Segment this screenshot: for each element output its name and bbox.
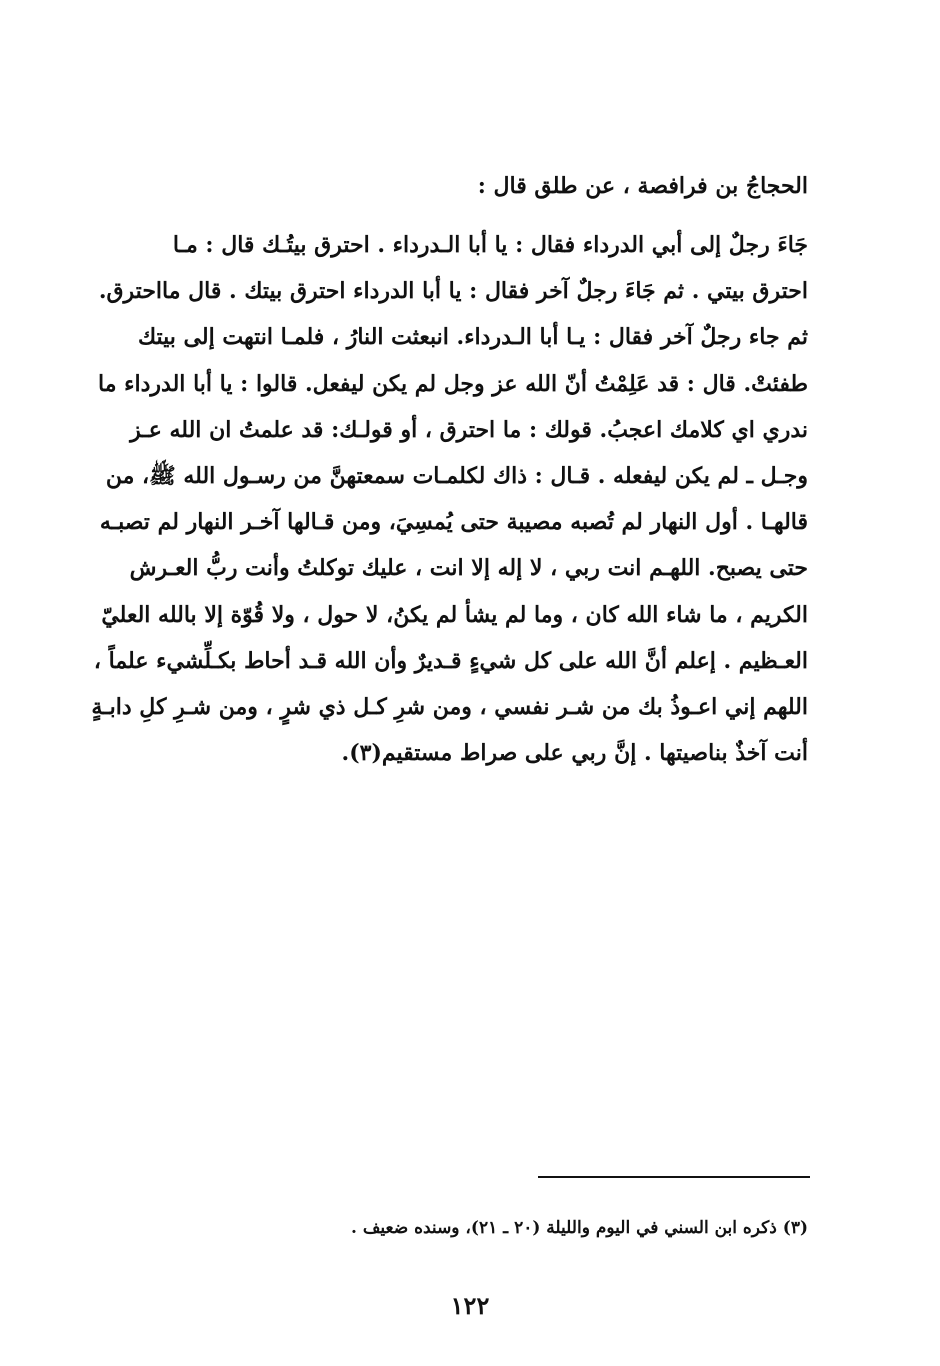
text-line-5: ندري اي كلامك اعجبُ. قولك : ما احترق ، أو قولـك: قد علمتُ ان الله عـز — [130, 416, 808, 443]
text-line-4: طفئتْ. قال : قد عَلِمْتُ أنّ الله عز وجل لم يكن ليفعل. قالوا : يا أبا الدرداء ما — [98, 370, 808, 397]
text-line-8: حتى يصبح. اللهـم انت ربي ، لا إله إلا انت ، عليك توكلتُ وأنت ربُّ العـرش — [129, 555, 808, 582]
text-line-2: احترق بيتي . ثم جَاءَ رجلٌ آخر فقال : يا أبا الدرداء احترق بيتك . قال مااحترق. — [98, 278, 808, 305]
text-line-7: قالهـا . أول النهار لم تُصبه مصيبة حتى يُمسِيَ، ومن قـالها آخـر النهار لم تصبـه — [99, 509, 808, 536]
text-line-10: العـظيم . إعلم أنَّ الله على كل شيءٍ قـديرٌ وأن الله قـد أحاط بكـلِّشيء علماً ، — [93, 647, 808, 674]
text-line-9: الكريم ، ما شاء الله كان ، وما لم يشأ لم يكنُ، لا حول ، ولا قُوّة إلا بالله العليّ — [101, 601, 808, 628]
text-line-6: وجـل ـ لم يكن ليفعله . قـال : ذاك لكلمـات سمعتهنَّ من رسـول الله ﷺ، من — [105, 463, 808, 490]
text-line-3: ثم جاء رجلٌ آخر فقال : يـا أبا الـدرداء. انبعثت النارُ ، فلمـا انتهت إلى بيتك — [137, 324, 808, 351]
footnote-separator — [538, 1176, 810, 1178]
page-number: ١٢٢ — [450, 1291, 490, 1320]
main-text — [78, 222, 808, 776]
footnote: (٣) ذكره ابن السني في اليوم والليلة (٢٠ ـ ٢١)، وسنده ضعيف . — [350, 1218, 808, 1238]
text-line-12: أنت آخذٌ بناصيتها . إنَّ ربي على صراط مستقيم(٣). — [341, 740, 808, 767]
text-line-11: اللهم إني اعـوذُ بك من شـر نفسي ، ومن شرِ كـل ذي شرٍ ، ومن شـرِ كلِ دابـةٍ — [91, 694, 808, 721]
chain-of-narration-line: الحجاجُ بن فرافصة ، عن طلق قال : — [477, 173, 808, 199]
text-line-1: جَاءَ رجلٌ إلى أبي الدرداء فقال : يا أبا الـدرداء . احترق بيتُـك قال : مـا — [172, 232, 808, 258]
